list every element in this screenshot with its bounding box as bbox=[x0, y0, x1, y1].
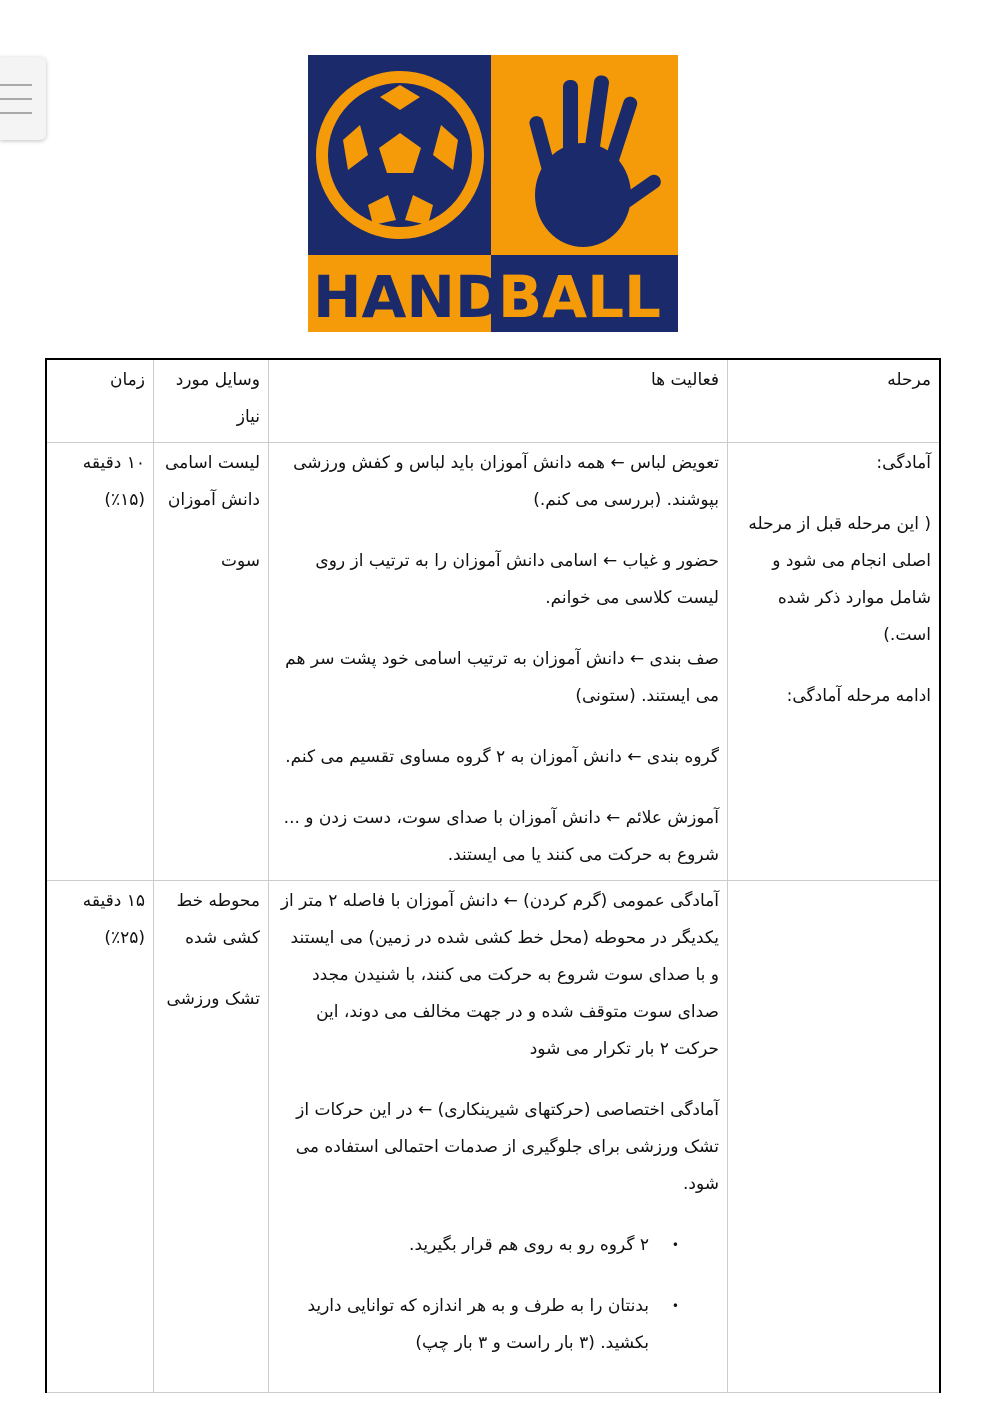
bullet-list bbox=[277, 1227, 719, 1362]
activity-item: گروه بندی ← دانش آموزان به ۲ گروه مساوی تقسیم می کنم. bbox=[285, 747, 719, 767]
activity-item: آمادگی اختصاصی (حرکتهای شیرینکاری) ← در این حرکات از تشک ورزشی برای جلوگیری از صدمات احتمالی استفاده می شود. bbox=[295, 1100, 719, 1194]
stage-continued: ادامه مرحله آمادگی: bbox=[786, 686, 931, 706]
header-stage: مرحله bbox=[728, 359, 941, 443]
stage-note: ( این مرحله قبل از مرحله اصلی انجام می شود و شامل موارد ذکر شده است.) bbox=[748, 514, 931, 645]
activity-item: صف بندی ← دانش آموزان به ترتیب اسامی خود پشت سر هم می ایستند. (ستونی) bbox=[285, 649, 719, 706]
activity-item: آمادگی عمومی (گرم کردن) ← دانش آموزان با فاصله ۲ متر از یکدیگر در محوطه (محل خط کشی شده در زمین) می ایستند و با صدای سوت شروع به حرکت می کنند، با شنیدن مجدد صدای سوت متوقف شده و در جهت مخالف می دوند، این حرکت ۲ بار تکرار می شود bbox=[280, 891, 719, 1059]
header-time: زمان bbox=[46, 359, 154, 443]
hamburger-icon bbox=[0, 84, 32, 86]
equipment-cell bbox=[154, 881, 269, 1393]
header-activities: فعالیت ها bbox=[269, 359, 728, 443]
stage-cell bbox=[728, 443, 941, 881]
activities-cell bbox=[269, 443, 728, 881]
header-equipment: وسایل مورد نیاز bbox=[154, 359, 269, 443]
equipment-item: سوت bbox=[220, 551, 260, 571]
stage-cell bbox=[728, 881, 941, 1393]
menu-button[interactable] bbox=[0, 57, 46, 140]
table-row bbox=[46, 881, 940, 1393]
bullet-item: • بدنتان را به طرف و به هر اندازه که توانایی دارید بکشید. (۳ بار راست و ۳ بار چپ) bbox=[277, 1288, 649, 1362]
table-header-row bbox=[46, 359, 940, 443]
time-cell: ۱۵ دقیقه (۲۵٪) bbox=[46, 881, 154, 1393]
table-row bbox=[46, 443, 940, 881]
hamburger-line bbox=[0, 112, 32, 114]
equipment-item: لیست اسامی دانش آموزان bbox=[165, 453, 260, 510]
activity-item: تعویض لباس ← همه دانش آموزان باید لباس و کفش ورزشی بپوشند. (بررسی می کنم.) bbox=[293, 453, 719, 510]
equipment-cell bbox=[154, 443, 269, 881]
hamburger-line bbox=[0, 98, 32, 100]
stage-title: آمادگی: bbox=[876, 453, 931, 473]
handball-logo bbox=[308, 55, 678, 332]
logo-text-hand: HAND bbox=[313, 263, 504, 331]
equipment-item: محوطه خط کشی شده bbox=[176, 891, 260, 948]
bullet-item: • ۲ گروه رو به روی هم قرار بگیرید. bbox=[277, 1227, 649, 1264]
logo-text-ball: BALL bbox=[498, 263, 662, 331]
time-cell: ۱۰ دقیقه (۱۵٪) bbox=[46, 443, 154, 881]
lesson-plan-table bbox=[45, 358, 941, 1393]
activities-cell bbox=[269, 881, 728, 1393]
equipment-item: تشک ورزشی bbox=[166, 989, 260, 1009]
activity-item: حضور و غیاب ← اسامی دانش آموزان را به ترتیب از روی لیست کلاسی می خوانم. bbox=[315, 551, 719, 608]
activity-item: آموزش علائم ← دانش آموزان با صدای سوت، دست زدن و ... شروع به حرکت می کنند یا می ایستند. bbox=[283, 808, 719, 865]
